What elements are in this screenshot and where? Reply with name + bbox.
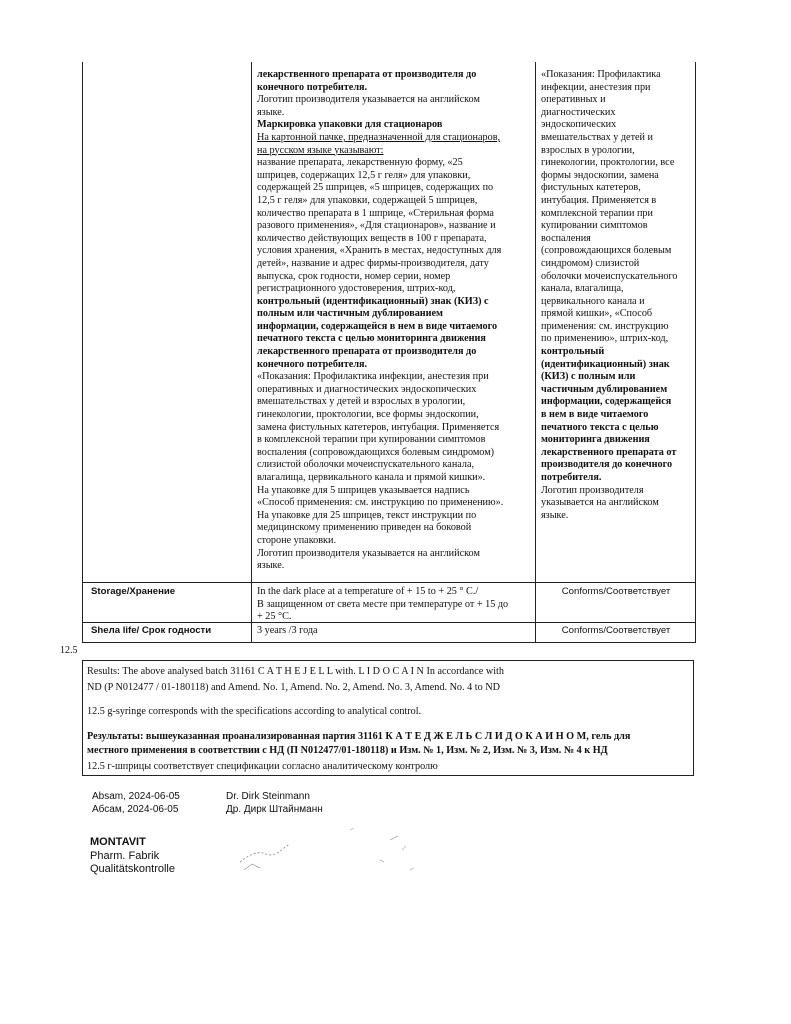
right-paragraph: контрольный (идентификационный) знак (КИЗ) с полным или частичным дублированием информации, содержащейся в нем в виде читаемого печатного текста с целью мониторинга движения лекарственного препарата от производителя до конечного потребителя. [541, 346, 677, 483]
results-en-line-3: 12.5 g-syringe corresponds with the specifications according to analytical control. [87, 706, 422, 717]
right-paragraph: Логотип производителя указывается на английском языке. [541, 484, 659, 521]
results-en-line-2: ND (P N012477 / 01-180118) and Amend. No. 1, Amend. No. 2, Amend. No. 3, Amend. No. 4 to ND [87, 682, 500, 693]
column-divider [535, 62, 536, 642]
middle-paragraph: название препарата, лекарственную форму, «25 шприцев, содержащих 12,5 г геля» для упаковки, содержащей 25 шприцев, «5 шприцев, содержащих по 12,5 г геля» для упаковки, содержащей 5 шприцев, количество препарата в 1 шприце, «Стерильная форма разового применения», «Для стационаров», название и количество действующих веществ в 100 г препарата, условия хранения, «Хранить в местах, недоступных для детей», название и адрес фирмы-производителя, дату выпуска, срок годности, номер серии, номер регистрационного удостоверения, штрих-код, [257, 157, 502, 295]
storage-value: In the dark place at a temperature of + 15 to + 25 ° C./ В защищенном от света месте при температуре от + 15 до + 25 °C. [257, 586, 509, 623]
shelf-life-label: Sheлa life/ Срок годности [91, 625, 212, 636]
storage-result: Conforms/Соответствует [561, 586, 671, 597]
company-line-2: Pharm. Fabrik [90, 849, 160, 862]
spec-table [82, 62, 696, 643]
results-ru-line-3: 12.5 г-шприцы соответствует спецификации согласно аналитическому контролю [87, 761, 438, 772]
results-en-line-1: Results: The above analysed batch 31161 C A T H E J E L L with. L I D O C A I N In accordance with [87, 666, 504, 677]
middle-paragraph: На упаковке для 5 шприцев указывается надпись «Способ применения: см. инструкцию по применению». На упаковке для 25 шприцев, текст инструкции по медицинскому применению приведен на боковой стороне упаковки. Логотип производителя указывается на английском языке. [257, 484, 504, 572]
middle-paragraph: Логотип производителя указывается на английском языке. [257, 94, 480, 118]
shelf-life-value: 3 years /3 года [257, 625, 318, 636]
middle-paragraph: «Показания: Профилактика инфекции, анестезия при оперативных и диагностических эндоскопических вмешательствах у детей и взрослых в урологии, гинекологии, проктологии, все формы эндоскопии, замена фистульных катетеров, интубация. Применяется в комплексной терапии при купировании симптомов воспаления (сопровождающихся болевым синдромом) слизистой оболочки мочеиспускательного канала, влагалища, цервикального канала и прямой кишки». [257, 371, 500, 483]
signature-place-en: Absam, 2024-06-05 [92, 791, 180, 802]
signature-place-ru: Абсам, 2024-06-05 [92, 804, 179, 815]
signature-name-en: Dr. Dirk Steinmann [226, 791, 310, 802]
right-paragraph: «Показания: Профилактика инфекции, анестезия при оперативных и диагностических эндоскопических вмешательствах у детей и взрослых в урологии, гинекологии, проктологии, все формы эндоскопии, замена фистульных катетеров, интубация. Применяется в комплексной терапии при купировании симптомов воспаления (сопровождающихся болевым синдромом) слизистой оболочки мочеиспускательного канала, влагалища, цервикального канала и прямой кишки», «Способ применения: см. инструкцию по применению», штрих-код, [541, 69, 678, 345]
company-line-3: Qualitätskontrolle [90, 863, 175, 875]
labeling-text-russian-column [541, 69, 687, 522]
results-ru-line-1: Результаты: вышеуказанная проанализированная партия 31161 К А Т Е Д Ж Е Л Ь С Л И Д О К А И Н О М, гель для [87, 731, 631, 742]
middle-paragraph: На картонной пачке, предназначенной для стационаров, на русском языке указывают: [257, 131, 501, 156]
margin-mark: 12.5 [60, 645, 78, 656]
company-block [90, 836, 175, 877]
handwritten-signature [230, 820, 430, 880]
results-ru-line-2: местного применения в соответствии с НД (П N012477/01-180118) и Изм. № 1, Изм. № 2, Изм. № 3, Изм. № 4 к НД [87, 745, 608, 756]
middle-paragraph: контрольный (идентификационный) знак (КИЗ) с полным или частичным дублированием информации, содержащейся в нем в виде читаемого печатного текста с целью мониторинга движения лекарственного препарата от производителя до конечного потребителя. [257, 295, 498, 370]
shelf-life-result: Conforms/Соответствует [561, 625, 671, 636]
labeling-text-column [257, 69, 533, 573]
company-name: MONTAVIT [90, 836, 146, 848]
storage-label: Storage/Хранение [91, 586, 176, 597]
middle-paragraph: лекарственного препарата от производителя до конечного потребителя. [257, 69, 477, 93]
row-divider [83, 582, 695, 583]
signature-name-ru: Др. Дирк Штайнманн [226, 804, 323, 815]
column-divider [251, 62, 252, 642]
middle-paragraph: Маркировка упаковки для стационаров [257, 119, 443, 131]
results-box [82, 660, 694, 776]
